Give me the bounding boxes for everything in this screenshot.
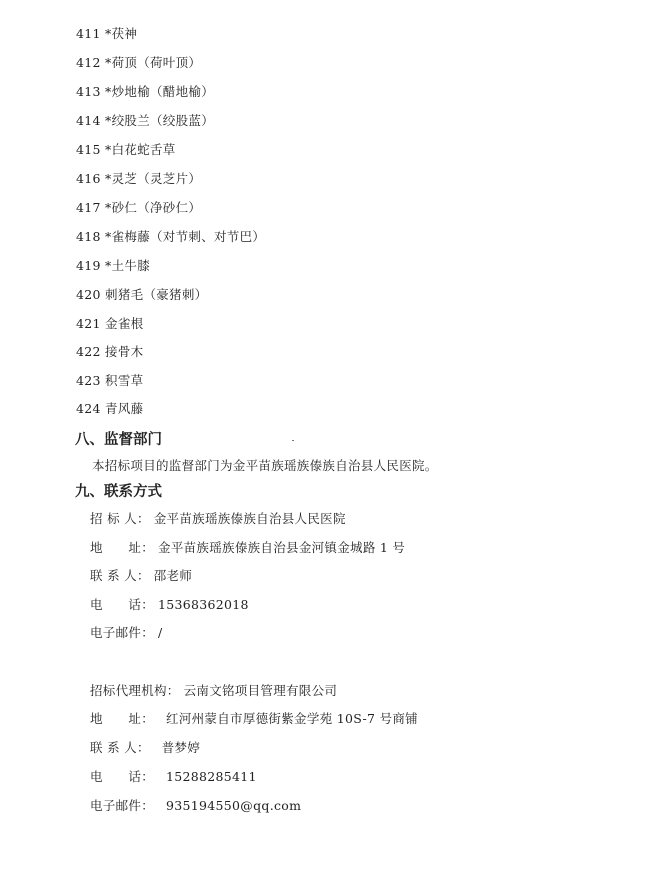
field-label: 联 系 人： xyxy=(90,740,150,755)
field-label: 联 系 人： xyxy=(90,568,150,583)
list-item xyxy=(76,287,207,303)
item-name: *白花蛇舌草 xyxy=(105,142,176,157)
item-name: 接骨木 xyxy=(105,344,144,359)
item-name: *土牛膝 xyxy=(105,258,150,273)
item-name: *绞股兰（绞股蓝） xyxy=(105,113,214,128)
item-number: 420 xyxy=(76,287,101,302)
supervision-paragraph: 本招标项目的监督部门为金平苗族瑶族傣族自治县人民医院。 xyxy=(92,458,438,473)
contact-row-agency xyxy=(90,681,337,699)
item-number: 411 xyxy=(76,26,101,41)
item-name: *灵芝（灵芝片） xyxy=(105,171,202,186)
field-value: / xyxy=(158,625,163,640)
contact-row-agency-person xyxy=(90,738,200,756)
item-name: *雀梅藤（对节刺、对节巴） xyxy=(105,229,266,244)
item-name: *茯神 xyxy=(105,26,138,41)
contact-row-address xyxy=(90,538,405,556)
section-heading-contact: 九、联系方式 xyxy=(75,484,162,500)
field-label: 电子邮件： xyxy=(90,625,155,640)
contact-row-person xyxy=(90,566,192,584)
item-name: 积雪草 xyxy=(105,373,144,388)
item-number: 419 xyxy=(76,258,101,273)
item-number: 414 xyxy=(76,113,101,128)
list-item xyxy=(76,373,143,389)
field-label: 地 址： xyxy=(90,711,155,726)
field-value: 935194550@qq.com xyxy=(166,798,302,813)
item-number: 413 xyxy=(76,84,101,99)
field-value: 邵老师 xyxy=(153,568,193,583)
item-number: 424 xyxy=(76,401,101,416)
field-label: 电 话： xyxy=(90,769,155,784)
field-value: 15288285411 xyxy=(166,769,257,784)
item-name: *炒地榆（醋地榆） xyxy=(105,84,214,99)
item-name: *荷顶（荷叶顶） xyxy=(105,55,202,70)
list-item xyxy=(76,113,214,129)
list-item xyxy=(76,55,201,71)
field-label: 电 话： xyxy=(90,597,155,612)
field-label: 地 址： xyxy=(90,540,155,555)
contact-row-agency-email xyxy=(90,796,301,814)
item-number: 423 xyxy=(76,373,101,388)
field-value: 云南文铭项目管理有限公司 xyxy=(183,683,338,698)
list-item xyxy=(76,142,176,158)
item-number: 417 xyxy=(76,200,101,215)
list-item xyxy=(76,229,265,245)
contact-row-agency-phone xyxy=(90,767,257,785)
item-name: 刺猪毛（豪猪刺） xyxy=(105,287,208,302)
scan-speck xyxy=(292,440,294,441)
section-heading-supervision: 八、监督部门 xyxy=(75,432,162,448)
item-number: 418 xyxy=(76,229,101,244)
contact-row-email xyxy=(90,623,163,641)
list-item xyxy=(76,344,143,360)
item-number: 415 xyxy=(76,142,101,157)
contact-row-agency-address xyxy=(90,709,418,727)
list-item xyxy=(76,316,143,332)
item-name: *砂仁（净砂仁） xyxy=(105,200,202,215)
list-item xyxy=(76,26,137,42)
field-value: 15368362018 xyxy=(158,597,249,612)
item-number: 421 xyxy=(76,316,101,331)
list-item xyxy=(76,401,143,417)
list-item xyxy=(76,258,150,274)
list-item xyxy=(76,171,201,187)
contact-row-phone xyxy=(90,595,249,613)
item-number: 416 xyxy=(76,171,101,186)
field-value: 红河州蒙自市厚德街紫金学苑 10S-7 号商铺 xyxy=(166,711,418,726)
item-name: 金雀根 xyxy=(105,316,144,331)
item-number: 422 xyxy=(76,344,101,359)
contact-row-tenderer xyxy=(90,509,346,527)
field-label: 招标代理机构： xyxy=(90,683,180,698)
field-value: 金平苗族瑶族傣族自治县人民医院 xyxy=(153,511,346,526)
item-name: 青风藤 xyxy=(105,401,144,416)
item-number: 412 xyxy=(76,55,101,70)
field-label: 电子邮件： xyxy=(90,798,155,813)
field-value: 金平苗族瑶族傣族自治县金河镇金城路 1 号 xyxy=(158,540,406,555)
list-item xyxy=(76,200,201,216)
list-item xyxy=(76,84,214,100)
field-label: 招 标 人： xyxy=(90,511,150,526)
field-value: 普梦婷 xyxy=(161,740,201,755)
